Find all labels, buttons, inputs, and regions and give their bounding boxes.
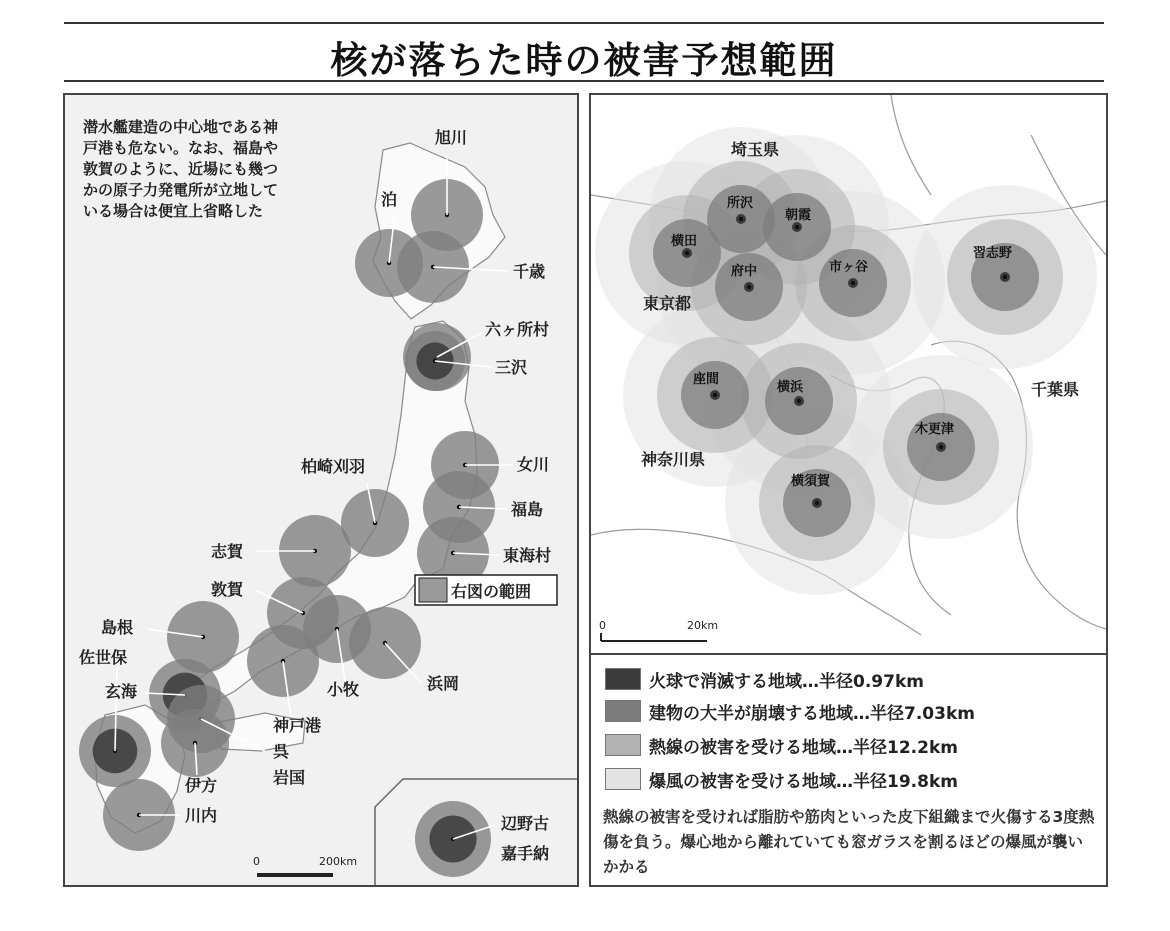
label-iwakuni: 岩国 [273, 768, 306, 787]
point-ichigaya [851, 281, 855, 285]
label-fukushima: 福島 [511, 500, 544, 519]
point-tokorozawa [739, 217, 743, 221]
label-kanagawa: 神奈川県 [641, 450, 706, 469]
label-asahikawa: 旭川 [435, 128, 468, 147]
label-tokai: 東海村 [503, 546, 552, 565]
label-misawa: 三沢 [495, 358, 528, 377]
label-right-map-area: 右図の範囲 [451, 582, 532, 601]
left-scale-bar [253, 855, 357, 875]
label-hamaoka: 浜岡 [427, 674, 460, 693]
title-rule-top [64, 22, 1104, 24]
legend-item-building [605, 699, 975, 723]
right-scale-bar [599, 619, 718, 641]
label-sasebo: 佐世保 [79, 648, 128, 667]
label-yokohama: 横浜 [777, 380, 804, 395]
legend-label-thermal: 熱線の被害を受ける地域…半径12.2km [649, 737, 958, 758]
legend-swatch-fireball [605, 668, 641, 690]
river-north [891, 95, 931, 195]
right-scale-zero: 0 [599, 619, 606, 632]
legend-label-blast: 爆風の被害を受ける地域…半径19.8km [649, 771, 958, 792]
point-yokohama [797, 399, 801, 403]
map-title: 核が落ちた時の被害予想範囲 [330, 39, 838, 82]
label-onagawa: 女川 [517, 455, 550, 474]
label-narashino: 習志野 [973, 246, 1013, 261]
point-yokosuka [815, 501, 819, 505]
label-ikata: 伊方 [185, 776, 218, 795]
label-kobe: 神戸港 [273, 716, 322, 735]
label-kadena: 嘉手納 [501, 844, 550, 863]
kanto-base-circles [595, 127, 1097, 595]
point-fuchu [747, 285, 751, 289]
label-komaki: 小牧 [327, 680, 360, 699]
label-zama: 座間 [693, 372, 720, 387]
left-scale-distance: 200km [319, 855, 358, 868]
left-scale-zero: 0 [253, 855, 260, 868]
japan-overview-map [63, 93, 579, 887]
damage-legend [591, 653, 1106, 887]
label-kisarazu: 木更津 [915, 422, 955, 437]
legend-swatch-thermal [605, 734, 641, 756]
label-ichigaya: 市ヶ谷 [829, 260, 869, 275]
point-kisarazu [939, 445, 943, 449]
point-narashino [1003, 275, 1007, 279]
label-saitama: 埼玉県 [731, 140, 780, 159]
legend-item-thermal [605, 733, 958, 757]
point-asaka [795, 225, 799, 229]
legend-label-fireball: 火球で消滅する地域…半径0.97km [649, 671, 924, 692]
label-yokosuka: 横須賀 [791, 474, 831, 489]
label-chitose: 千歳 [513, 262, 546, 281]
map-note: 潜水艦建造の中心地である神戸港も危ない。なお、福島や敦賀のように、近場にも幾つかの原子力発電所が立地している場合は便宜上省略した [83, 118, 279, 220]
point-yokota [685, 251, 689, 255]
legend-swatch-building [605, 700, 641, 722]
label-tomari: 泊 [381, 190, 398, 209]
legend-label-building: 建物の大半が崩壊する地域…半径7.03km [649, 703, 975, 724]
right-scale-distance: 20km [687, 619, 719, 632]
legend-swatch-blast [605, 768, 641, 790]
kanto-detail-map [589, 93, 1108, 887]
kanto-map-svg [591, 95, 1106, 655]
legend-item-fireball [605, 667, 924, 691]
label-yokota: 横田 [671, 234, 698, 249]
label-shimane: 島根 [101, 618, 134, 637]
right-map-area-swatch [419, 578, 447, 602]
label-sendai: 川内 [185, 806, 218, 825]
label-tokorozawa: 所沢 [727, 196, 754, 211]
label-kure: 呉 [273, 742, 290, 761]
label-chiba: 千葉県 [1031, 380, 1080, 399]
label-asaka: 朝霞 [785, 208, 812, 223]
title-rule-bottom [64, 80, 1104, 82]
label-fuchu: 府中 [731, 264, 758, 279]
label-rokkasho: 六ヶ所村 [485, 320, 550, 339]
label-shika: 志賀 [211, 542, 244, 561]
label-genkai: 玄海 [105, 682, 138, 701]
legend-description: 熱線の被害を受ければ脂肪や筋肉といった皮下組織まで火傷する3度熱傷を負う。爆心地から離れていても窓ガラスを割るほどの爆風が襲いかかる [603, 808, 1095, 876]
legend-item-blast [605, 767, 958, 791]
label-tsuruga: 敦賀 [211, 580, 244, 599]
label-tokyo: 東京都 [643, 294, 692, 313]
label-henoko: 辺野古 [501, 814, 550, 833]
point-zama [713, 393, 717, 397]
label-kashiwazaki: 柏崎刈羽 [301, 457, 366, 476]
